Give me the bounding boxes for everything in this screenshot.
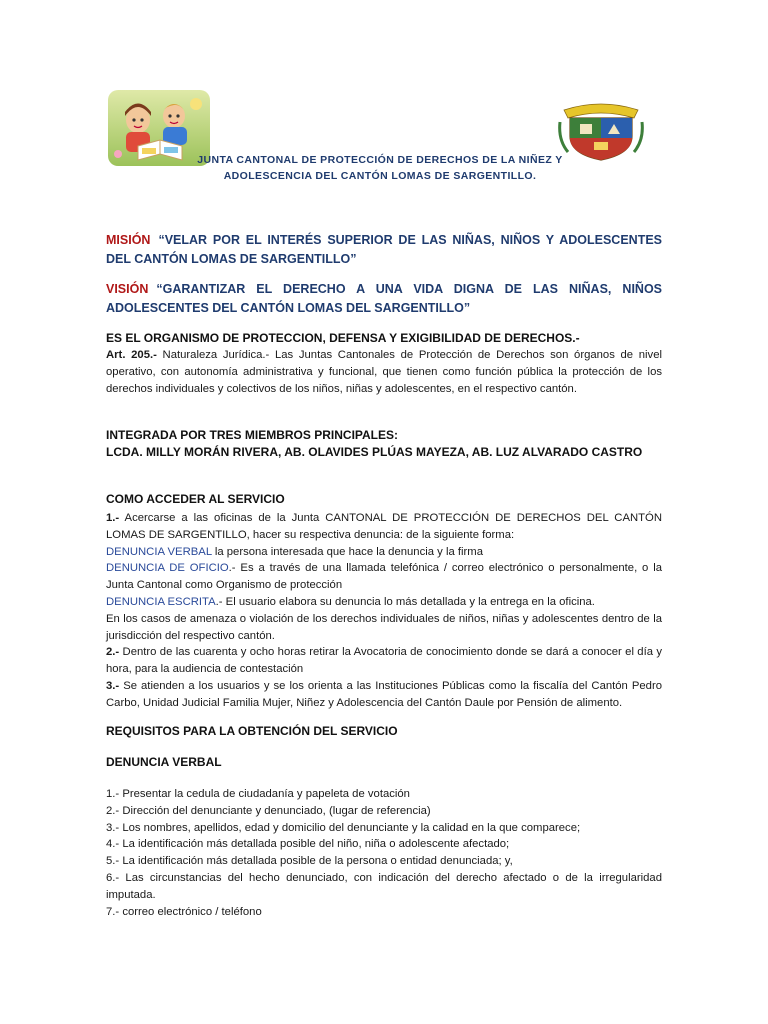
mision-text: “VELAR POR EL INTERÉS SUPERIOR DE LAS NIÑAS, NIÑOS Y ADOLESCENTES DEL CANTÓN LOMAS DE SARGENTILLO” [106, 233, 662, 266]
article-text: Naturaleza Jurídica.- Las Juntas Cantonales de Protección de Derechos son órganos de nivel operativo, con autonomía administrativa y funcional, que tienen como función pública la protección de los derechos individuales y colectivos de los niños, niñas y adolescentes, en el respectivo cantón. [106, 349, 662, 395]
denuncia-escrita-text: .- El usuario elabora su denuncia lo más detallada y la entrega en la oficina. [215, 595, 595, 608]
step-1-text: Acercarse a las oficinas de la Junta CANTONAL DE PROTECCIÓN DE DERECHOS DEL CANTÓN LOMAS DE SARGENTILLO, hacer su respectiva denuncia: de la siguiente forma: [106, 512, 662, 541]
vision-label: VISIÓN [106, 282, 149, 296]
mision-block [106, 231, 662, 269]
mision-label: MISIÓN [106, 233, 151, 247]
article-205-paragraph [106, 347, 662, 397]
step-3-text: Se atienden a los usuarios y se los orienta a las Instituciones Públicas como la fiscalía del Cantón Pedro Carbo, Unidad Judicial Familia Mujer, Niñez y Adolescencia del Cantón Daule por Pensión de alimento. [106, 679, 662, 709]
denuncia-verbal-line [106, 544, 662, 561]
requisitos-list [106, 786, 662, 920]
denuncia-verbal-subheading: DENUNCIA VERBAL [106, 755, 222, 769]
denuncia-oficio-label: DENUNCIA DE OFICIO [106, 562, 229, 575]
acceder-heading: COMO ACCEDER AL SERVICIO [106, 492, 285, 506]
list-item: 7.- correo electrónico / teléfono [106, 905, 262, 918]
amenaza-paragraph: En los casos de amenaza o violación de los derechos individuales de niños, niñas y adolescentes dentro de la jurisdicción del respectivo cantón. [106, 612, 662, 642]
denuncia-verbal-text: la persona interesada que hace la denuncia y la firma [211, 545, 483, 558]
denuncia-escrita-label: DENUNCIA ESCRITA [106, 595, 216, 608]
integrada-heading: INTEGRADA POR TRES MIEMBROS PRINCIPALES: [106, 428, 399, 442]
article-label: Art. 205.- [106, 349, 157, 361]
denuncia-verbal-label: DENUNCIA VERBAL [106, 545, 212, 558]
step-2-text: Dentro de las cuarenta y ocho horas retirar la Avocatoria de conocimiento donde se dará a conocer el día y hora, para la audiencia de contestación [106, 646, 662, 676]
step-2 [106, 644, 662, 678]
members-list: LCDA. MILLY MORÁN RIVERA, AB. OLAVIDES PLÚAS MAYEZA, AB. LUZ ALVARADO CASTRO [106, 445, 643, 459]
acceder-body [106, 510, 662, 712]
list-item: 3.- Los nombres, apellidos, edad y domicilio del denunciante y la calidad en la que comparece; [106, 821, 581, 834]
list-item: 5.- La identificación más detallada posible de la persona o entidad denunciada; y, [106, 855, 513, 868]
step-1-number: 1.- [106, 512, 120, 524]
list-item: 1.- Presentar la cedula de ciudadanía y papeleta de votación [106, 788, 410, 800]
list-item: 4.- La identificación más detallada posible del niño, niña o adolescente afectado; [106, 838, 510, 851]
vision-block [106, 280, 662, 318]
institution-title-line2: ADOLESCENCIA DEL CANTÓN LOMAS DE SARGENTILLO. [223, 170, 537, 182]
step-1 [106, 510, 662, 544]
denuncia-escrita-line [106, 594, 662, 611]
institution-title [170, 152, 590, 184]
step-3-number: 3.- [106, 679, 120, 692]
vision-text: “GARANTIZAR EL DERECHO A UNA VIDA DIGNA DE LAS NIÑAS, NIÑOS ADOLESCENTES DEL CANTÓN LOMAS DEL SARGENTILLO” [106, 282, 662, 315]
organismo-heading: ES EL ORGANISMO DE PROTECCION, DEFENSA Y EXIGIBILIDAD DE DERECHOS.- [106, 331, 580, 345]
denuncia-oficio-line [106, 560, 662, 594]
list-item: 2.- Dirección del denunciante y denunciado, (lugar de referencia) [106, 804, 431, 817]
step-3 [106, 678, 662, 712]
requisitos-heading: REQUISITOS PARA LA OBTENCIÓN DEL SERVICIO [106, 724, 398, 738]
step-2-number: 2.- [106, 646, 120, 659]
institution-title-line1: JUNTA CANTONAL DE PROTECCIÓN DE DERECHOS DE LA NIÑEZ Y [197, 154, 563, 166]
list-item: 6.- Las circunstancias del hecho denunciado, con indicación del derecho afectado o de la irregularidad imputada. [106, 871, 662, 901]
denuncia-oficio-text: .- Es a través de una llamada telefónica / correo electrónico o personalmente, o la Junta Cantonal como Organismo de protección [106, 562, 662, 592]
